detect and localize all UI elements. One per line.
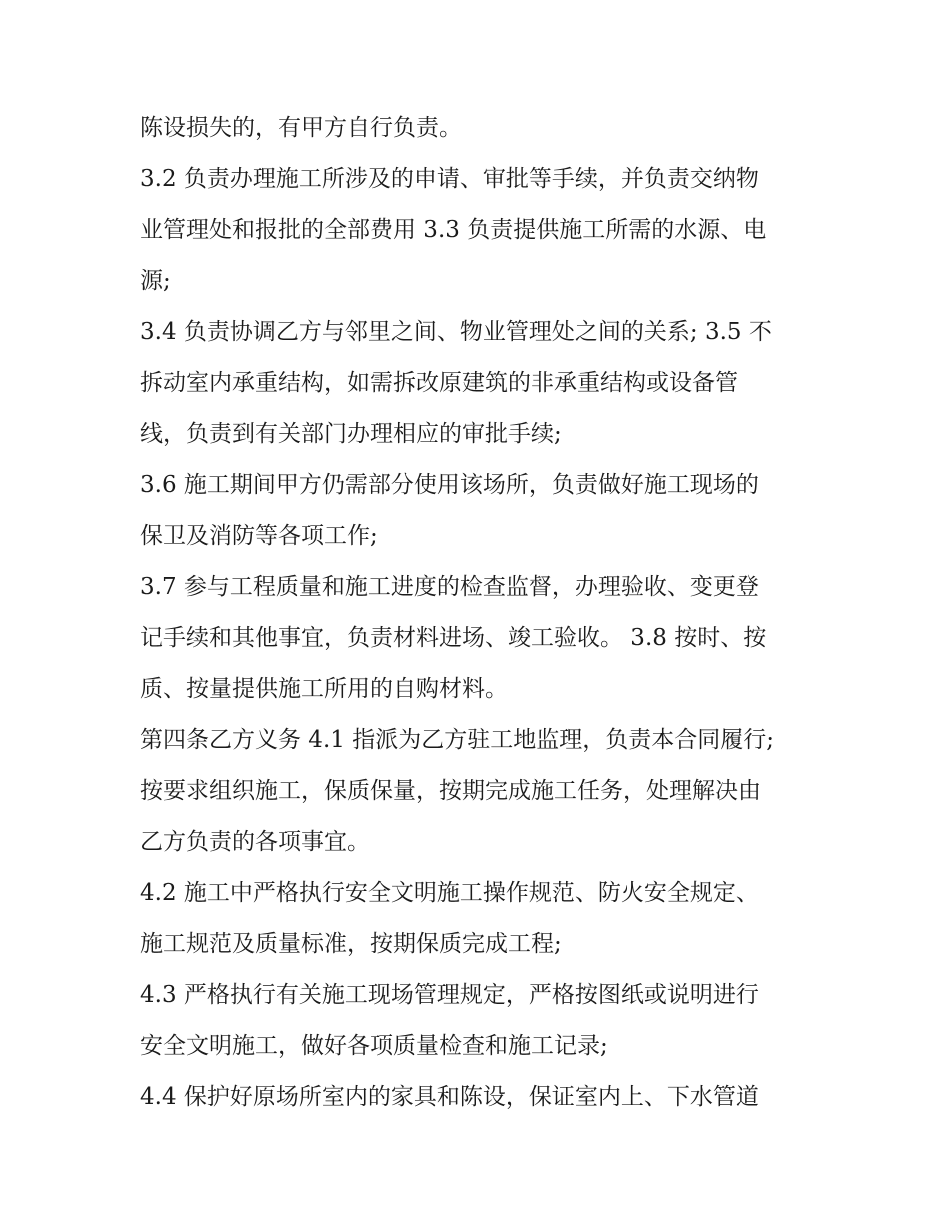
text-line: 3.7 参与工程质量和施工进度的检查监督，办理验收、变更登 [140, 574, 759, 600]
text-line: 保卫及消防等各项工作; [140, 523, 378, 549]
text-line: 源; [140, 268, 171, 294]
text-line: 拆动室内承重结构，如需拆改原建筑的非承重结构或设备管 [140, 370, 738, 396]
text-line: 陈设损失的，有甲方自行负责。 [140, 115, 462, 141]
document-body [140, 108, 820, 1128]
text-line: 线，负责到有关部门办理相应的审批手续; [140, 421, 562, 447]
text-line: 3.6 施工期间甲方仍需部分使用该场所，负责做好施工现场的 [140, 472, 759, 498]
text-line: 安全文明施工，做好各项质量检查和施工记录; [140, 1033, 608, 1059]
text-line: 3.2 负责办理施工所涉及的申请、审批等手续，并负责交纳物 [140, 166, 759, 192]
text-line: 4.4 保护好原场所室内的家具和陈设，保证室内上、下水管道 [140, 1084, 759, 1110]
text-line: 4.2 施工中严格执行安全文明施工操作规范、防火安全规定、 [140, 880, 759, 906]
text-line: 4.3 严格执行有关施工现场管理规定，严格按图纸或说明进行 [140, 982, 759, 1008]
text-line: 3.4 负责协调乙方与邻里之间、物业管理处之间的关系; 3.5 不 [140, 319, 772, 345]
text-line: 第四条乙方义务 4.1 指派为乙方驻工地监理，负责本合同履行; [140, 727, 774, 753]
text-line: 按要求组织施工，保质保量，按期完成施工任务，处理解决由 [140, 778, 761, 804]
text-line: 乙方负责的各项事宜。 [140, 829, 370, 855]
text-line: 业管理处和报批的全部费用 3.3 负责提供施工所需的水源、电 [140, 217, 767, 243]
text-line: 质、按量提供施工所用的自购材料。 [140, 676, 508, 702]
text-line: 施工规范及质量标准，按期保质完成工程; [140, 931, 562, 957]
text-line: 记手续和其他事宜，负责材料进场、竣工验收。 3.8 按时、按 [140, 625, 767, 651]
